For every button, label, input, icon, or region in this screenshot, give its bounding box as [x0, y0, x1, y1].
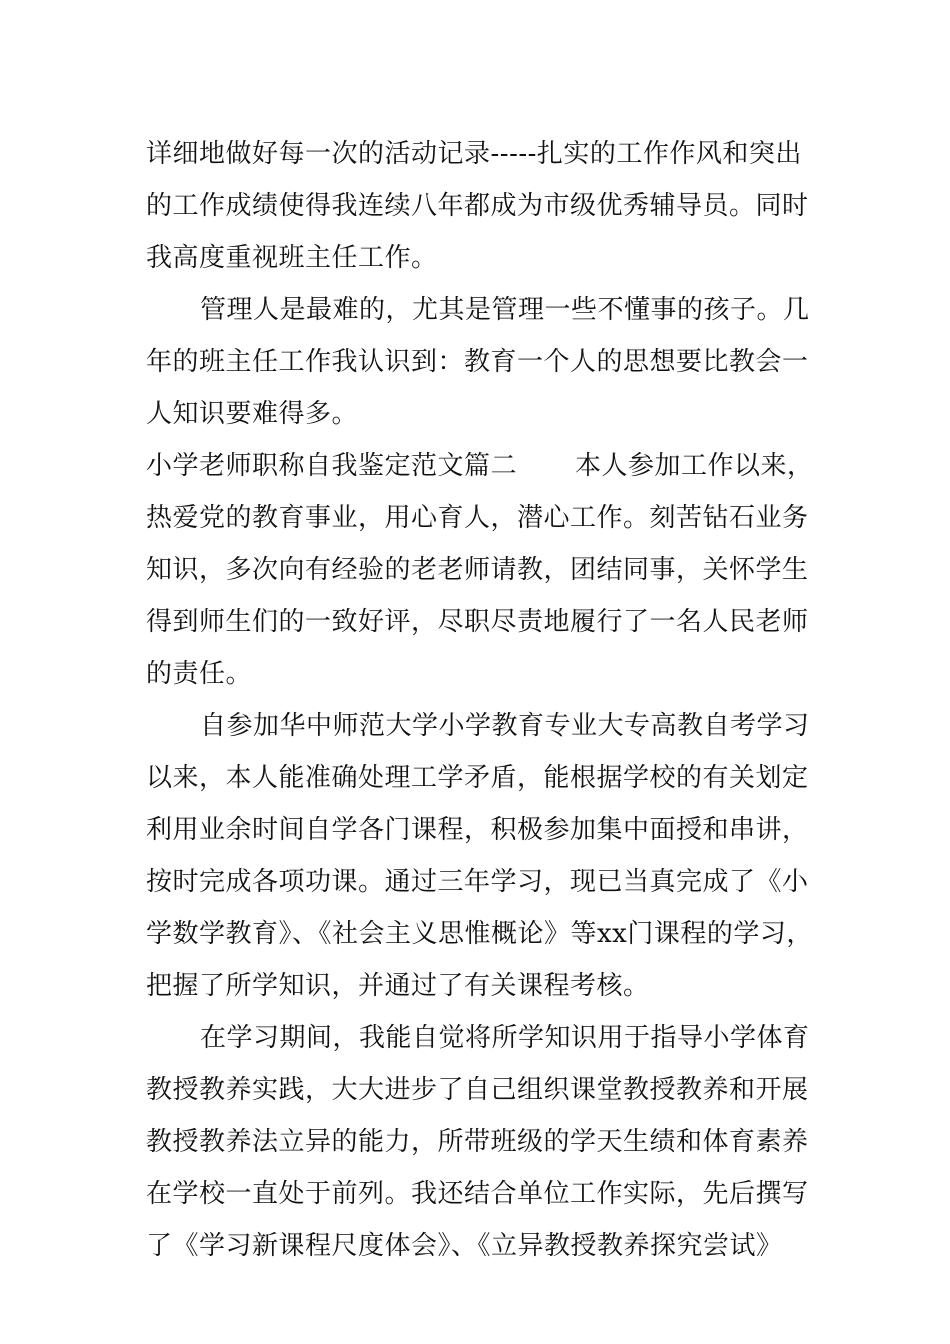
text-line: 热爱党的教育事业，用心育人，潜心工作。刻苦钻石业务: [146, 503, 809, 533]
section-first-sentence: 本人参加工作以来，: [575, 451, 814, 481]
text-line: 学数学教育》、《社会主义思惟概论》等xx门课程的学习，: [146, 919, 813, 949]
text-line: 把握了所学知识，并通过了有关课程考核。: [146, 971, 650, 1001]
text-line: 教授教养法立异的能力，所带班级的学天生绩和体育素养: [146, 1127, 809, 1157]
paragraph-first-line: 在学习期间，我能自觉将所学知识用于指导小学体育: [200, 1023, 810, 1053]
text-line: 人知识要难得多。: [146, 399, 359, 429]
text-line: 按时完成各项功课。通过三年学习，现已当真完成了《小: [146, 867, 809, 897]
text-line: 我高度重视班主任工作。: [146, 243, 438, 273]
text-line: 详细地做好每一次的活动记录-----扎实的工作作风和突出: [146, 139, 802, 169]
text-line: 的工作成绩使得我连续八年都成为市级优秀辅导员。同时: [146, 191, 809, 221]
text-line: 知识，多次向有经验的老老师请教，团结同事，关怀学生: [146, 555, 809, 585]
text-line: 教授教养实践，大大进步了自己组织课堂教授教养和开展: [146, 1075, 809, 1105]
section-heading-line: [146, 440, 826, 492]
text-line: 利用业余时间自学各门课程，积极参加集中面授和串讲，: [146, 815, 809, 845]
paragraph-first-line: 自参加华中师范大学小学教育专业大专高教自考学习: [200, 711, 810, 741]
text-line: 得到师生们的一致好评，尽职尽责地履行了一名人民老师: [146, 607, 809, 637]
document-body: [146, 128, 826, 1272]
text-line: 了《学习新课程尺度体会》、《立异教授教养探究尝试》: [146, 1231, 783, 1261]
text-line: 的责任。: [146, 659, 253, 689]
text-line: 以来，本人能准确处理工学矛盾，能根据学校的有关划定: [146, 763, 809, 793]
text-line: 在学校一直处于前列。我还结合单位工作实际，先后撰写: [146, 1179, 809, 1209]
paragraph-first-line: 管理人是最难的，尤其是管理一些不懂事的孩子。几: [200, 295, 810, 325]
section-title: 小学老师职称自我鉴定范文篇二: [146, 451, 518, 481]
text-line: 年的班主任工作我认识到：教育一个人的思想要比教会一: [146, 347, 809, 377]
